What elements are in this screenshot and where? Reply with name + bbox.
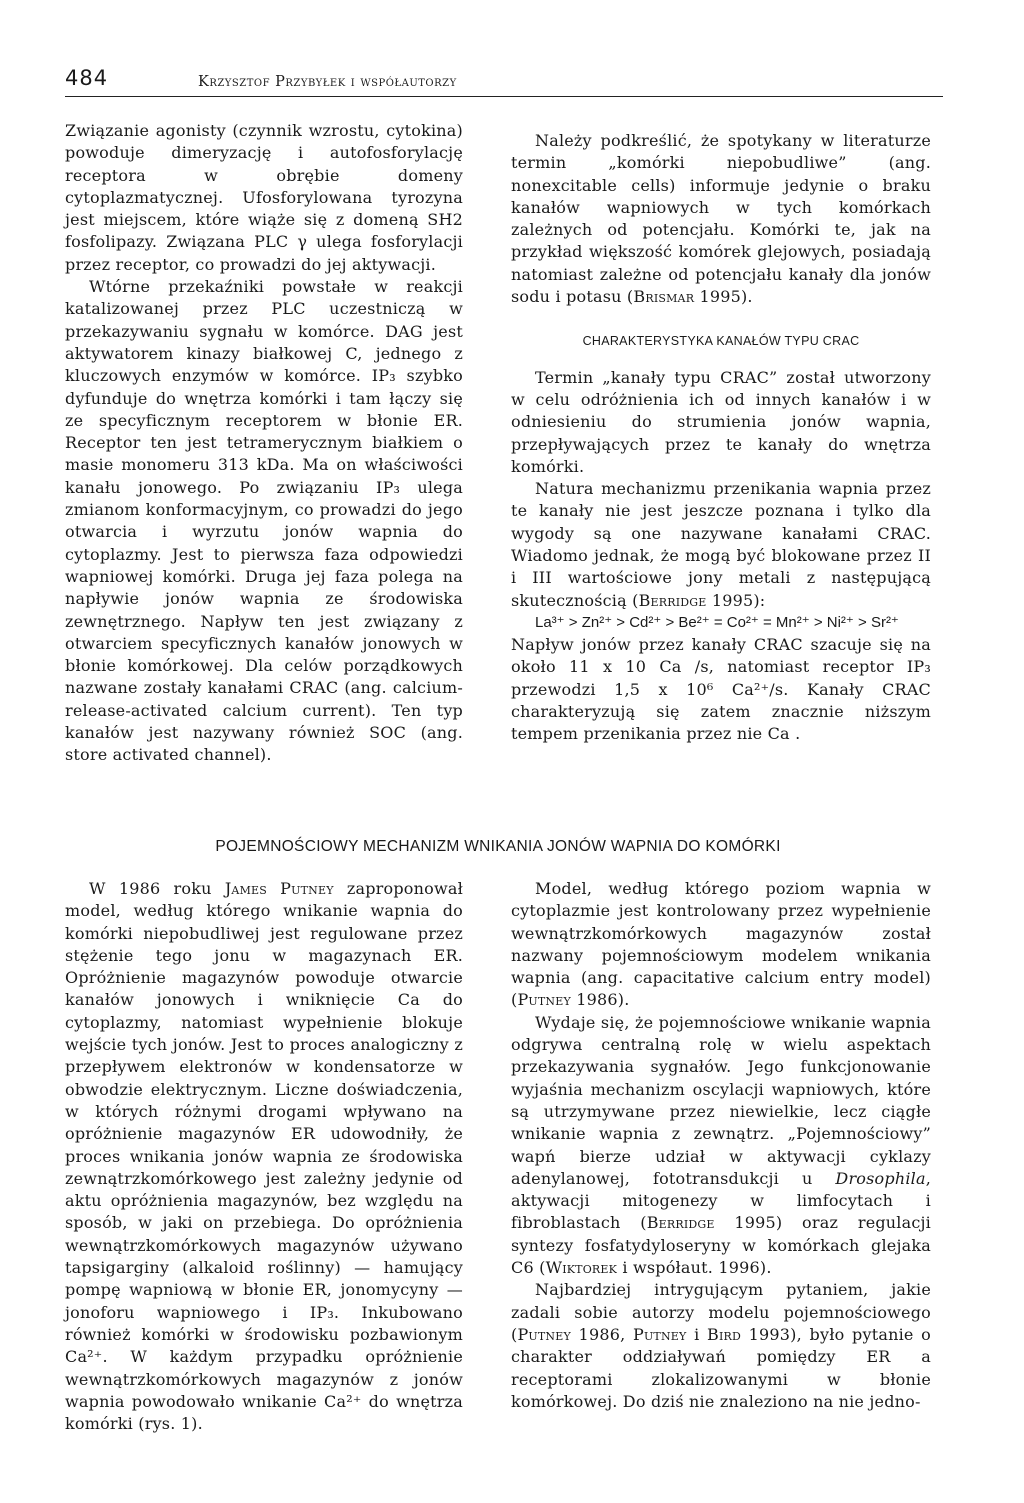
running-head: Krzysztof Przybyłek i współautorzy <box>198 74 457 90</box>
paragraph: Napływ jonów przez kanały CRAC szacuje się na około 11 x 10 Ca /s, natomiast receptor IP₃ przewodzi 1,5 x 10⁶ Ca²⁺/s. Kanały CRAC charakteryzują się zatem znacznie niższym tempem przenikania przez nie Ca . <box>511 634 931 744</box>
subheading: CHARAKTERYSTYKA KANAŁÓW TYPU CRAC <box>582 334 860 349</box>
citation: Putney <box>632 1324 687 1344</box>
paragraph: Model, według którego poziom wapnia w cytoplazmie jest kontrolowany przez wypełnienie wewnątrzkomórkowych magazynów został nazwany pojemnościowym modelem wnikania wapnia (ang. capacitative calcium entry model) (Putney 1986). <box>511 879 931 1010</box>
paragraph: W 1986 roku James Putney zaproponował model, według którego wnikanie wapnia do komórki niepobudliwej jest regulowane przez stężenie tego jonu w magazynach ER. Opróżnienie magazynów powoduje otwarcie kanałów jonowych i wniknięcie Ca do cytoplazmy, natomiast wypełnienie blokuje wejście tych jonów. Jest to proces analogiczny z przepływem elektronów w kondensatorze w obwodzie elektrycznym. Liczne doświadczenia, w których różnymi drogami wpływano na opróżnienie magazynów ER udowodniły, że proces wnikania jonów wapnia ze środowiska zewnątrzkomórkowego jest zależny jedynie od aktu opróżnienia magazynów, bez względu na sposób, w jaki on przebiega. Do opróżnienia wewnątrzkomórkowych magazynów używano tapsigarginy (alkaloid roślinny) — hamujący pompę wapniową w błonie ER, jonomycyny — jonoforu wapniowego i IP₃. Inkubowano również komórki w środowisku pozbawionym Ca²⁺. W każdym przypadku opróżnienie wewnątrzkomórkowych magazynów z jonów wapnia powodowało wnikanie Ca²⁺ do wnętrza komórki (rys. 1). <box>65 879 463 1434</box>
citation: Berridge <box>638 590 707 610</box>
page-header <box>65 66 943 97</box>
citation: Bird <box>707 1324 742 1344</box>
paragraph: Wtórne przekaźniki powstałe w reakcji katalizowanej przez PLC uczestniczą w przekazywaniu sygnału w komórce. DAG jest aktywatorem kinazy białkowej C, jednego z kluczowych enzymów w komórce. IP₃ szybko dyfunduje do wnętrza komórki i tam łączy się ze specyficznym receptorem w błonie ER. Receptor ten jest tetramerycznym białkiem o masie monomeru 313 kDa. Ma on właściwości kanału jonowego. Po związaniu IP₃ ulega zmianom konformacyjnym, co prowadzi do jego otwarcia i wyrzutu jonów wapnia do cytoplazmy. Jest to pierwsza faza odpowiedzi wapniowej komórki. Druga jej faza polega na napływie jonów wapnia ze środowiska zewnętrznego. Napływ ten jest związany z otwarciem specyficznych kanałów jonowych w błonie komórkowej. Dla celów porządkowych nazwane zostały kanałami CRAC (ang. calcium-release-activated calcium current). Ten typ kanałów jest nazywany również SOC (ang. store activated channel). <box>65 277 463 765</box>
citation: Brismar <box>633 287 695 307</box>
citation: Wiktorek <box>545 1258 618 1278</box>
blocking-formula: La³⁺ > Zn²⁺ > Cd²⁺ > Be²⁺ = Co²⁺ = Mn²⁺ > Ni²⁺ > Sr²⁺ <box>535 613 899 631</box>
top-right-column <box>511 130 931 745</box>
species-name: Drosophila <box>835 1168 926 1188</box>
bottom-left-column <box>65 878 463 1435</box>
top-left-column <box>65 120 463 767</box>
section-heading: POJEMNOŚCIOWY MECHANIZM WNIKANIA JONÓW WAPNIA DO KOMÓRKI <box>215 838 781 855</box>
bottom-right-column <box>511 878 931 1413</box>
citation: Putney <box>517 1324 571 1344</box>
paragraph: Natura mechanizmu przenikania wapnia przez te kanały nie jest jeszcze poznana i tylko dla wygody są one nazywane kanałami CRAC. Wiadomo jednak, że mogą być blokowane przez II i III wartościowe jony metali z następującą skutecznością (Berridge 1995): <box>511 479 931 610</box>
paragraph: Termin „kanały typu CRAC” został utworzony w celu odróżnienia ich od innych kanałów i w odniesieniu do strumienia jonów wapnia, przepływających przez te kanały do wnętrza komórki. <box>511 367 931 476</box>
author-name: James Putney <box>224 879 334 898</box>
page-number: 484 <box>65 66 109 90</box>
paragraph: Należy podkreślić, że spotykany w literaturze termin „komórki niepobudliwe” (ang. nonexcitable cells) informuje jedynie o braku kanałów wapniowych w tych komórkach zależnych od potencjału. Komórki te, jak na przykład większość komórek glejowych, posiadają natomiast zależne od potencjału kanały dla jonów sodu i potasu (Brismar 1995). <box>511 131 931 307</box>
paragraph: Związanie agonisty (czynnik wzrostu, cytokina) powoduje dimeryzację i autofosforylację receptora w obrębie domeny cytoplazmatycznej. Ufosforylowana tyrozyna jest miejscem, które wiąże się z domeną SH2 fosfolipazy. Związana PLC γ ulega fosforylacji przez receptor, co prowadzi do jej aktywacji. <box>65 121 463 274</box>
citation: Putney <box>517 990 571 1010</box>
paragraph: Najbardziej intrygującym pytaniem, jakie zadali sobie autorzy modelu pojemnościowego (Putney 1986, Putney i Bird 1993), było pytanie o charakter oddziaływań pomiędzy ER a receptorami zlokalizowanymi w błonie komórkowej. Do dziś nie znaleziono na nie jedno- <box>511 1280 932 1411</box>
paragraph: Wydaje się, że pojemnościowe wnikanie wapnia odgrywa centralną rolę w wielu aspektach przekazywania sygnałów. Jego funkcjonowanie wyjaśnia mechanizm oscylacji wapniowych, które są utrzymywane przez niewielkie, lecz ciągłe wnikanie wapnia z zewnątrz. „Pojemnościowy” wapń bierze udział w aktywacji cyklazy adenylanowej, fototransdukcji u Drosophila, aktywacji mitogenezy w limfocytach i fibroblastach (Berridge 1995) oraz regulacji syntezy fosfatydyloseryny w komórkach glejaka C6 (Wiktorek i współaut. 1996). <box>511 1012 932 1278</box>
citation: Berridge <box>646 1213 715 1233</box>
